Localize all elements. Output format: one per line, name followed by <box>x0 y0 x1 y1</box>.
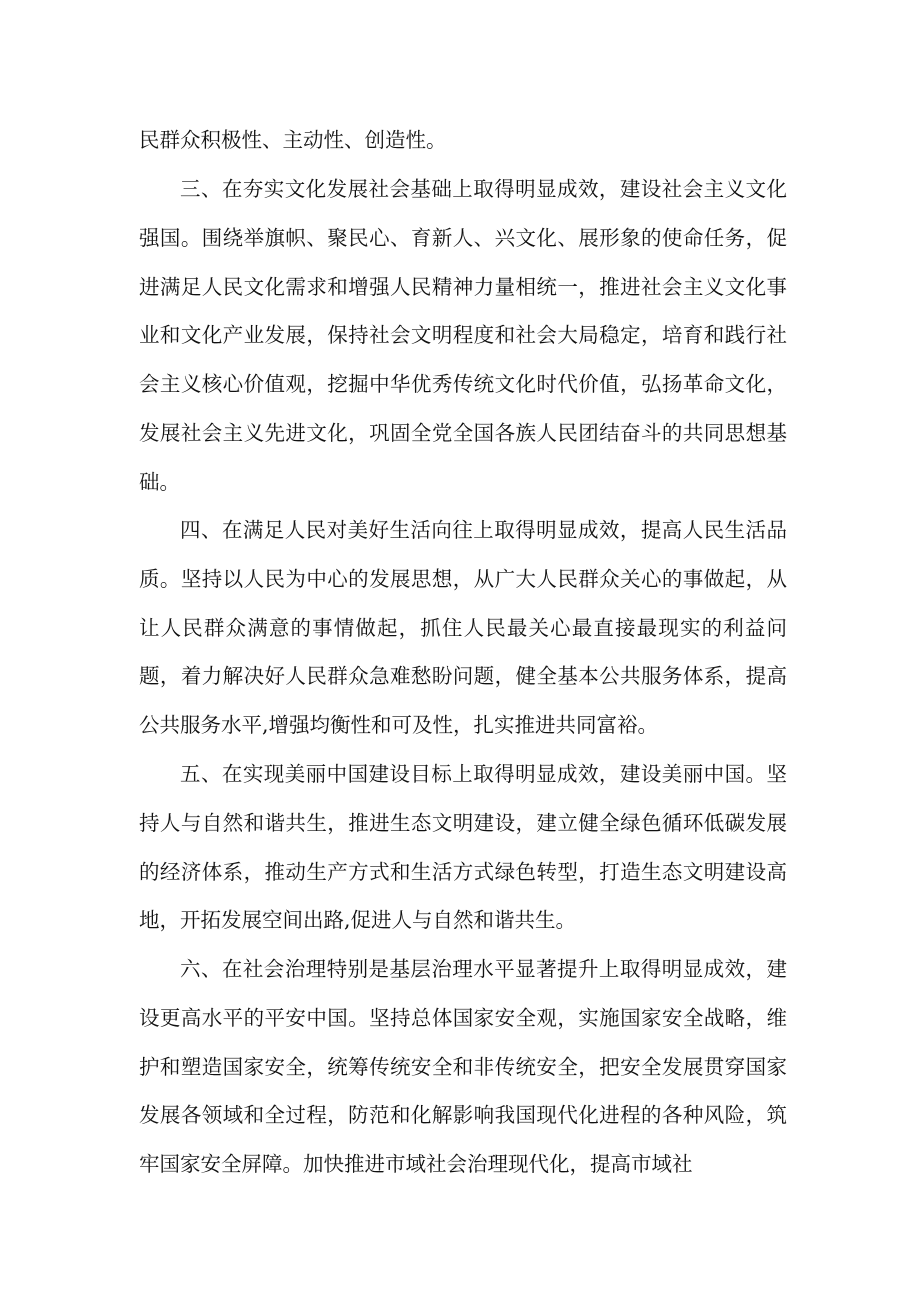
paragraph-block <box>139 945 787 1189</box>
paragraph-section-three: 三、在夯实文化发展社会基础上取得明显成效，建设社会主义文化强国。围绕举旗帜、聚民心、育新人、兴文化、展形象的使命任务，促进满足人民文化需求和增强人民精神力量相统一，推进社会主义文化事业和文化产业发展，保持社会文明程度和社会大局稳定，培育和践行社会主义核心价值观，挖掘中华优秀传统文化时代价值，弘扬革命文化，发展社会主义先进文化，巩固全党全国各族人民团结奋斗的共同思想基础。 <box>139 177 787 494</box>
paragraph-section-four: 四、在满足人民对美好生活向往上取得明显成效，提高人民生活品质。坚持以人民为中心的发展思想，从广大人民群众关心的事做起，从让人民群众满意的事情做起，抓住人民最关心最直接最现实的利益问题，着力解决好人民群众急难愁盼问题，健全基本公共服务体系，提高公共服务水平,增强均衡性和可及性，扎实推进共同富裕。 <box>139 518 787 738</box>
paragraph-section-six: 六、在社会治理特别是基层治理水平显著提升上取得明显成效，建设更高水平的平安中国。坚持总体国家安全观，实施国家安全战略，维护和塑造国家安全，统筹传统安全和非传统安全，把安全发展贯穿国家发展各领域和全过程，防范和化解影响我国现代化进程的各种风险，筑牢国家安全屏障。加快推进市域社会治理现代化，提高市域社 <box>139 957 787 1177</box>
paragraph-block <box>139 165 787 507</box>
paragraph-block <box>139 506 787 750</box>
paragraph-block <box>139 750 787 945</box>
paragraph-continuation: 民群众积极性、主动性、创造性。 <box>139 128 447 152</box>
paragraph-block <box>139 116 787 165</box>
paragraph-section-five: 五、在实现美丽中国建设目标上取得明显成效，建设美丽中国。坚持人与自然和谐共生，推进生态文明建设，建立健全绿色循环低碳发展的经济体系，推动生产方式和生活方式绿色转型，打造生态文明建设高地，开拓发展空间出路,促进人与自然和谐共生。 <box>139 762 787 933</box>
